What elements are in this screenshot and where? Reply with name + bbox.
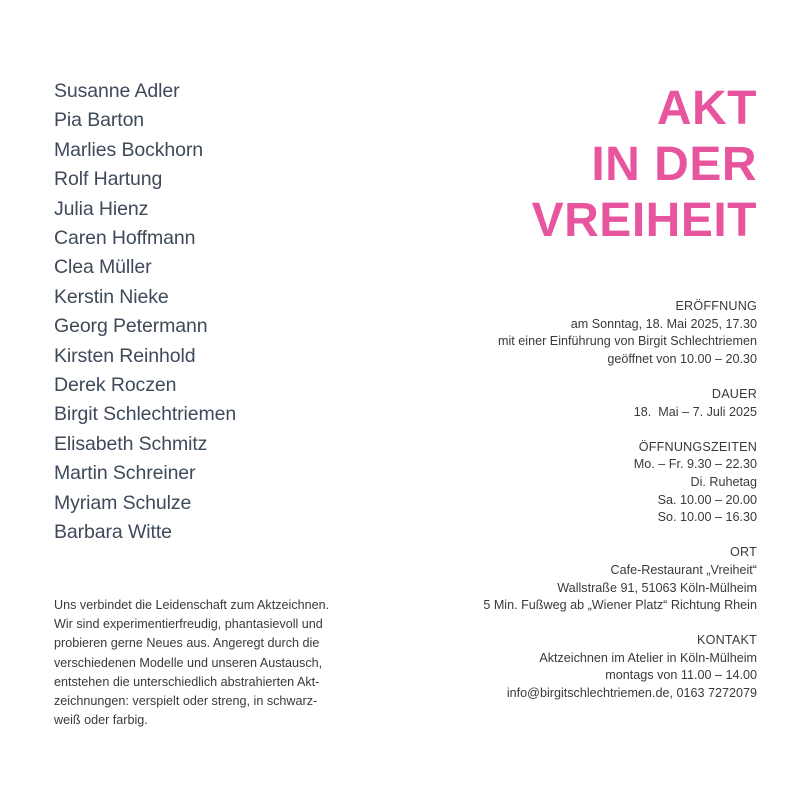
- intro-text: [54, 596, 354, 730]
- artist-name: Marlies Bockhorn: [54, 138, 204, 161]
- info-column: [483, 298, 757, 720]
- opening-block: [483, 298, 757, 368]
- opening-line: am Sonntag, 18. Mai 2025, 17.30: [570, 316, 757, 331]
- hours-line: Di. Ruhetag: [690, 474, 757, 489]
- artist-name: Clea Müller: [54, 256, 152, 279]
- title-line: AKT: [656, 82, 757, 135]
- location-line: 5 Min. Fußweg ab „Wiener Platz“ Richtung Rhein: [483, 598, 757, 613]
- hours-line: So. 10.00 – 16.30: [657, 510, 757, 525]
- contact-line: Aktzeichnen im Atelier in Köln-Mülheim: [539, 650, 757, 665]
- hours-heading: ÖFFNUNGSZEITEN: [638, 439, 757, 454]
- duration-block: [483, 386, 757, 421]
- location-heading: ORT: [730, 545, 757, 560]
- artist-name: Barbara Witte: [54, 521, 172, 544]
- artist-name: Caren Hoffmann: [54, 227, 196, 250]
- location-line: Cafe-Restaurant „Vreiheit“: [610, 562, 757, 577]
- hours-line: Sa. 10.00 – 20.00: [657, 492, 757, 507]
- duration-line: 18. Mai – 7. Juli 2025: [633, 404, 757, 419]
- artist-name: Derek Roczen: [54, 374, 177, 397]
- intro-line: weiß oder farbig.: [54, 713, 148, 728]
- artist-name: Julia Hienz: [54, 197, 149, 220]
- exhibition-title: [532, 81, 757, 249]
- artist-name: Myriam Schulze: [54, 491, 192, 514]
- artist-name: Susanne Adler: [54, 80, 180, 102]
- contact-line: montags von 11.00 – 14.00: [605, 668, 757, 683]
- artist-name: Birgit Schlechtriemen: [54, 403, 237, 426]
- title-line: IN DER: [591, 138, 757, 191]
- hours-line: Mo. – Fr. 9.30 – 22.30: [633, 457, 757, 472]
- intro-line: zeichnungen: verspielt oder streng, in schwarz-: [54, 694, 318, 709]
- artist-name: Georg Petermann: [54, 315, 208, 338]
- intro-line: Uns verbindet die Leidenschaft zum Aktzeichnen.: [54, 598, 330, 612]
- intro-line: entstehen die unterschiedlich abstrahierten Akt-: [54, 674, 320, 689]
- artist-name: Pia Barton: [54, 109, 145, 132]
- artist-name: Martin Schreiner: [54, 462, 196, 485]
- contact-email-phone: info@birgitschlechtriemen.de, 0163 7272079: [506, 686, 757, 701]
- artist-name: Kirsten Reinhold: [54, 344, 196, 367]
- opening-line: geöffnet von 10.00 – 20.30: [607, 351, 757, 366]
- artist-name: Elisabeth Schmitz: [54, 432, 208, 455]
- artist-name: Kerstin Nieke: [54, 285, 169, 308]
- location-block: [483, 544, 757, 614]
- duration-heading: DAUER: [711, 386, 757, 401]
- artist-name: Rolf Hartung: [54, 168, 163, 191]
- hours-block: [483, 439, 757, 527]
- intro-line: probieren gerne Neues aus. Angeregt durch die: [54, 636, 320, 651]
- location-line: Wallstraße 91, 51063 Köln-Mülheim: [557, 580, 757, 595]
- opening-heading: ERÖFFNUNG: [675, 299, 757, 313]
- intro-line: verschiedenen Modelle und unseren Austausch,: [54, 655, 323, 670]
- intro-line: Wir sind experimentierfreudig, phantasievoll und: [54, 617, 323, 632]
- contact-heading: KONTAKT: [697, 633, 757, 648]
- title-line: VREIHEIT: [531, 194, 757, 247]
- opening-line: mit einer Einführung von Birgit Schlechtriemen: [498, 334, 757, 349]
- artist-list: [54, 77, 236, 548]
- contact-block: [483, 632, 757, 702]
